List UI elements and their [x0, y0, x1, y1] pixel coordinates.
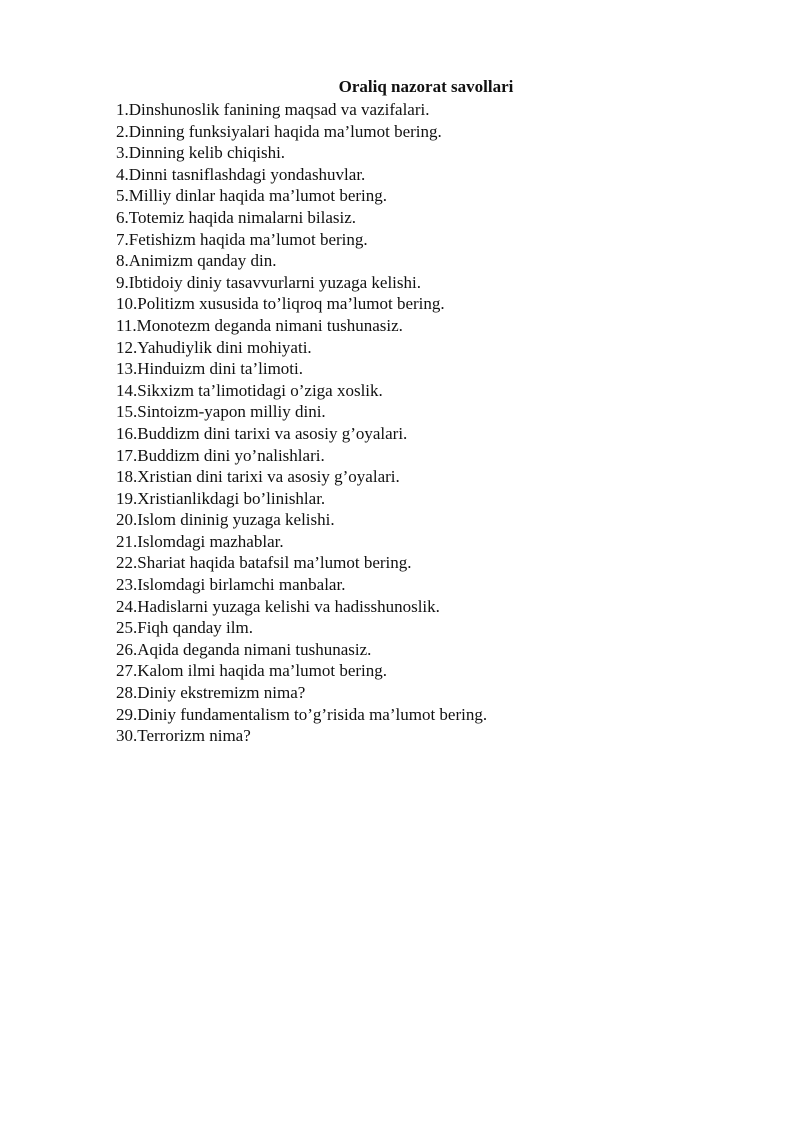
question-item: 12.Yahudiylik dini mohiyati.	[116, 337, 312, 357]
question-item: 5.Milliy dinlar haqida ma’lumot bering.	[116, 186, 388, 206]
question-list	[116, 99, 756, 747]
question-item: 20.Islom dininig yuzaga kelishi.	[116, 510, 335, 530]
question-item: 26.Aqida deganda nimani tushunasiz.	[116, 639, 372, 659]
question-item: 13.Hinduizm dini ta’limoti.	[116, 359, 303, 379]
question-item: 24.Hadislarni yuzaga kelishi va hadisshunoslik.	[116, 596, 440, 616]
question-item: 4.Dinni tasniflashdagi yondashuvlar.	[116, 164, 366, 184]
question-item: 16.Buddizm dini tarixi va asosiy g’oyalari.	[116, 423, 408, 443]
question-item: 22.Shariat haqida batafsil ma’lumot bering.	[116, 553, 412, 573]
question-item: 27.Kalom ilmi haqida ma’lumot bering.	[116, 661, 388, 681]
question-item: 23.Islomdagi birlamchi manbalar.	[116, 575, 346, 595]
question-item: 15.Sintoizm-yapon milliy dini.	[116, 402, 326, 422]
question-item: 21.Islomdagi mazhablar.	[116, 531, 284, 551]
question-item: 9.Ibtidoiy diniy tasavvurlarni yuzaga kelishi.	[116, 272, 421, 292]
question-item: 7.Fetishizm haqida ma’lumot bering.	[116, 229, 368, 249]
question-item: 11.Monotezm deganda nimani tushunasiz.	[116, 315, 403, 335]
question-item: 17.Buddizm dini yo’nalishlari.	[116, 445, 325, 465]
question-item: 18.Xristian dini tarixi va asosiy g’oyalari.	[116, 467, 400, 487]
question-item: 19.Xristianlikdagi bo’linishlar.	[116, 488, 326, 508]
question-item: 3.Dinning kelib chiqishi.	[116, 143, 286, 163]
page-title: Oraliq nazorat savollari	[338, 77, 514, 96]
question-item: 10.Politizm xususida to’liqroq ma’lumot bering.	[116, 294, 445, 314]
question-item: 25.Fiqh qanday ilm.	[116, 618, 253, 638]
question-item: 8.Animizm qanday din.	[116, 251, 277, 271]
question-item: 28.Diniy ekstremizm nima?	[116, 683, 306, 703]
question-item: 2.Dinning funksiyalari haqida ma’lumot bering.	[116, 121, 442, 141]
question-item: 30.Terrorizm nima?	[116, 726, 251, 746]
question-item: 14.Sikxizm ta’limotidagi o’ziga xoslik.	[116, 380, 383, 400]
question-item: 1.Dinshunoslik fanining maqsad va vazifalari.	[116, 100, 430, 119]
question-item: 6.Totemiz haqida nimalarni bilasiz.	[116, 207, 357, 227]
question-item: 29.Diniy fundamentalism to’g’risida ma’lumot bering.	[116, 704, 488, 724]
